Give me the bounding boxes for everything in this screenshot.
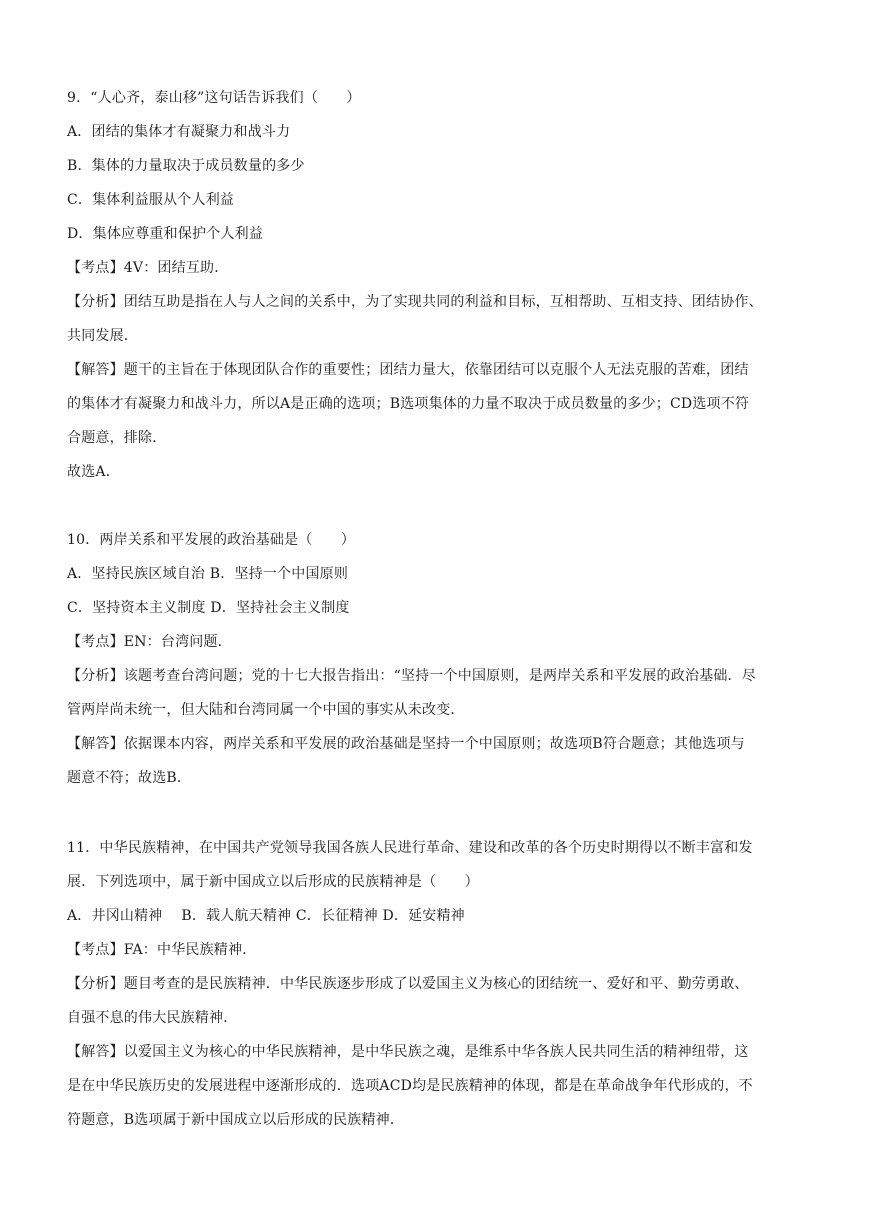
question-10-options-line-2: C．坚持资本主义制度 D．坚持社会主义制度: [67, 600, 350, 616]
question-10-kaodian: 【考点】EN：台湾问题．: [67, 634, 232, 650]
question-10-solution-line-2: 题意不符；故选B．: [67, 770, 192, 786]
question-9-option-b: B．集体的力量取决于成员数量的多少: [67, 158, 305, 174]
question-9-stem: 9．“人心齐，泰山移”这句话告诉我们（ ）: [67, 90, 361, 106]
question-10-solution-line-1: 【解答】依据课本内容，两岸关系和平发展的政治基础是坚持一个中国原则；故选项B符合题意；其他选项与: [67, 736, 745, 752]
question-11-analysis-line-2: 自强不息的伟大民族精神．: [67, 1010, 238, 1026]
question-9-solution-line-1: 【解答】题干的主旨在于体现团队合作的重要性；团结力量大，依靠团结可以克服个人无法克服的苦难，团结: [67, 362, 749, 378]
question-9-analysis-line-2: 共同发展．: [67, 328, 138, 344]
question-9-option-a: A．团结的集体才有凝聚力和战斗力: [67, 124, 291, 140]
question-10-analysis-line-1: 【分析】该题考查台湾问题；党的十七大报告指出：“坚持一个中国原则，是两岸关系和平发展的政治基础．尽: [67, 668, 756, 684]
question-11-solution-line-1: 【解答】以爱国主义为核心的中华民族精神，是中华民族之魂，是维系中华各族人民共同生活的精神纽带，这: [67, 1044, 749, 1060]
question-9-option-d: D．集体应尊重和保护个人利益: [67, 226, 264, 242]
question-11-solution-line-2: 是在中华民族历史的发展进程中逐渐形成的．选项ACD均是民族精神的体现，都是在革命战争年代形成的，不: [67, 1078, 753, 1094]
question-10-options-line-1: A．坚持民族区域自治 B．坚持一个中国原则: [67, 566, 349, 582]
question-9-solution-line-2: 的集体才有凝聚力和战斗力，所以A是正确的选项；B选项集体的力量不取决于成员数量的多少；CD选项不符: [67, 396, 750, 412]
question-11-stem-line-1: 11．中华民族精神，在中国共产党领导我国各族人民进行革命、建设和改革的各个历史时期得以不断丰富和发: [67, 840, 753, 856]
question-11-solution-line-3: 符题意，B选项属于新中国成立以后形成的民族精神．: [67, 1112, 405, 1128]
question-11-analysis-line-1: 【分析】题目考查的是民族精神．中华民族逐步形成了以爱国主义为核心的团结统一、爱好和平、勤劳勇敢、: [67, 976, 749, 992]
question-11-options: A．井冈山精神 B．载人航天精神 C．长征精神 D．延安精神: [67, 908, 465, 924]
question-9-analysis-line-1: 【分析】团结互助是指在人与人之间的关系中，为了实现共同的利益和目标，互相帮助、互相支持、团结协作、: [67, 294, 763, 310]
question-11-kaodian: 【考点】FA：中华民族精神．: [67, 942, 257, 958]
question-10-stem: 10．两岸关系和平发展的政治基础是（ ）: [67, 532, 356, 548]
question-9-solution-line-3: 合题意，排除．: [67, 430, 167, 446]
question-11-stem-line-2: 展．下列选项中，属于新中国成立以后形成的民族精神是（ ）: [67, 874, 479, 890]
question-9-option-c: C．集体利益服从个人利益: [67, 192, 235, 208]
question-9-kaodian: 【考点】4V：团结互助．: [67, 260, 229, 276]
question-10-analysis-line-2: 管两岸尚未统一，但大陆和台湾同属一个中国的事实从未改变．: [67, 702, 465, 718]
question-9-answer: 故选A．: [67, 464, 120, 480]
